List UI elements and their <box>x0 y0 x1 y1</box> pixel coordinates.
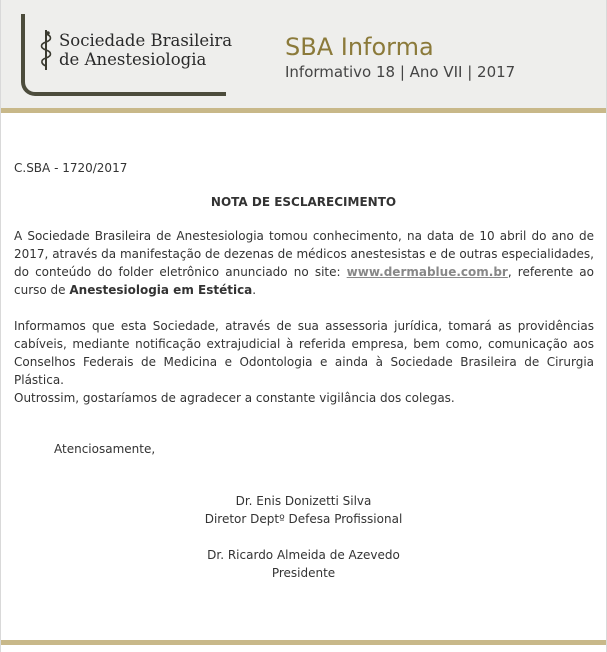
paragraph-1-end: . <box>252 283 257 297</box>
bottom-divider <box>1 640 606 645</box>
logo-line-2: de Anestesiologia <box>59 50 207 69</box>
paragraph-1-text: A Sociedade Brasileira de Anestesiologia tomou conhecimento, na data de 10 abril do ano de 2017, através da manifestação de dezenas de médicos anestesistas e de outras especialidades, do conteúdo do folder eletrônico anunciado no site: <box>14 229 594 279</box>
signer-2-role: Presidente <box>271 566 336 580</box>
logo-line-1: Sociedade Brasileira <box>59 31 233 50</box>
reference-number: C.SBA - 1720/2017 <box>14 161 128 175</box>
paragraph-1-bold: Anestesiologia em Estética <box>69 283 253 297</box>
dermablue-link[interactable]: www.dermablue.com.br <box>346 265 508 279</box>
paragraph-2: Informamos que esta Sociedade, através de sua assessoria jurídica, tomará as providências cabíveis, mediante notificação extrajudicial à referida empresa, bem como, comunicação aos Conselhos Federais de Medicina e Odontologia e ainda à Sociedade Brasileira de Cirurgia Plástica. <box>14 319 594 387</box>
signer-1-role: Diretor Deptº Defesa Profissional <box>204 512 403 526</box>
top-divider <box>1 108 606 113</box>
paragraph-1 <box>14 227 594 299</box>
signer-2-name: Dr. Ricardo Almeida de Azevedo <box>207 548 400 562</box>
header-banner <box>1 0 606 108</box>
closing-salutation: Atenciosamente, <box>54 442 156 456</box>
logo-text <box>59 31 232 69</box>
signer-1-name: Dr. Enis Donizetti Silva <box>235 494 372 508</box>
paragraph-1-continuation: , referente ao curso de <box>14 265 594 297</box>
newsletter-title: SBA Informa <box>285 33 434 61</box>
newsletter-issue: Informativo 18 | Ano VII | 2017 <box>285 63 516 81</box>
letter-heading: NOTA DE ESCLARECIMENTO <box>210 195 397 209</box>
paragraph-3: Outrossim, gostaríamos de agradecer a constante vigilância dos colegas. <box>14 391 455 405</box>
sba-logo <box>21 14 233 96</box>
rod-of-asclepius-icon <box>37 28 55 72</box>
